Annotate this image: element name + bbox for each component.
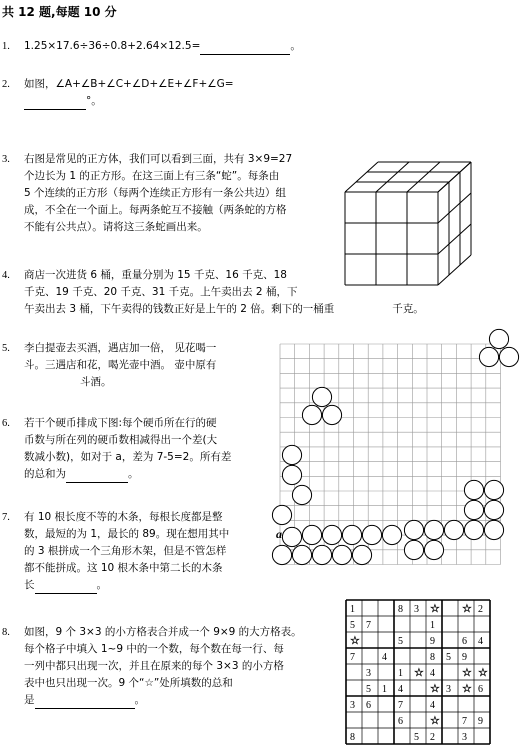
sudoku-star-cell: ☆ [478,667,488,679]
coin [489,329,508,348]
coin [292,485,311,504]
sudoku-given-cell: 6 [366,700,371,711]
q8-text: 如图，9 个 3×3 的小方格表合并成一个 9×9 的大方格表。 每个格子中填入 1~9 中的一个数，每个数在每一行、每 一列中都只出现一次，并且在原来的每个 3×3 的小方格 表中也只出现一次。9 个“☆”处所填数的总和 是 。 [24,624,344,709]
q1-text: 1.25×17.6÷36÷0.8+2.64×12.5= 。 [24,38,301,55]
coin [272,545,291,564]
sudoku-given-cell: 9 [478,716,483,727]
coin [479,347,498,366]
sudoku-star-cell: ☆ [462,683,472,695]
cube-line [376,162,409,192]
cube-figure [343,130,523,288]
sudoku-given-cell: 4 [430,700,435,711]
q3-number: 3. [2,154,10,165]
sudoku-given-cell: 4 [430,668,435,679]
cube-line [407,162,440,192]
sudoku-given-cell: 6 [478,684,483,695]
q2-number: 2. [2,79,10,90]
sudoku-given-cell: 3 [414,604,419,615]
q1-number: 1. [2,41,10,52]
coin [322,525,341,544]
sudoku-given-cell: 5 [398,636,403,647]
sudoku-given-cell: 8 [430,652,435,663]
q8-number: 8. [2,627,10,638]
sudoku-given-cell: 5 [446,652,451,663]
page-heading: 共 12 题,每题 10 分 [2,5,117,19]
sudoku-given-cell: 1 [350,604,355,615]
q8-answer-blank[interactable] [35,696,135,709]
sudoku-given-cell: 8 [350,732,355,743]
coin [302,405,321,424]
sudoku-given-cell: 8 [398,604,403,615]
coin [312,387,331,406]
cube-line [438,162,471,192]
coin [302,525,321,544]
sudoku-given-cell: 5 [414,732,419,743]
sudoku-given-cell: 7 [462,716,467,727]
sudoku-figure [344,598,494,746]
coin [292,545,311,564]
sudoku-star-cell: ☆ [462,603,472,615]
sudoku-given-cell: 9 [462,652,467,663]
sudoku-star-cell: ☆ [430,603,440,615]
coin [424,520,443,539]
q5-number: 5. [2,343,10,354]
sudoku-given-cell: 6 [398,716,403,727]
coin [424,540,443,559]
sudoku-given-cell: 3 [462,732,467,743]
q2-answer-blank[interactable] [24,97,86,110]
sudoku-given-cell: 9 [430,636,435,647]
coin [322,405,341,424]
q6-text: 若干个硬币排成下图:每个硬币所在行的硬 币数与所在列的硬币数相减得出一个差(大 数减小数)，如对于 a，差为 7-5=2。所有差 的总和为 。 [24,415,274,483]
coin [352,545,371,564]
sudoku-given-cell: 5 [366,684,371,695]
sudoku-given-cell: 4 [398,684,403,695]
sudoku-given-cell: 3 [350,700,355,711]
coin [282,527,301,546]
coin [404,540,423,559]
sudoku-star-cell: ☆ [462,667,472,679]
sudoku-given-cell: 5 [350,620,355,631]
q4-number: 4. [2,270,10,281]
coin [484,500,503,519]
coin [404,520,423,539]
q5-text: 李白提壶去买酒，遇店加一倍， 见花喝一 斗。三遇店和花，喝光壶中酒。 壶中原有 斗酒。 [24,342,217,388]
q7-number: 7. [2,512,10,523]
sudoku-given-cell: 7 [366,620,371,631]
coin [342,525,361,544]
coin [499,347,518,366]
q6-number: 6. [2,418,10,429]
coin [484,480,503,499]
sudoku-given-cell: 3 [446,684,451,695]
q7-text: 有 10 根长度不等的木条，每根长度都是整 数，最短的为 1，最长的 89。现在想用其中 的 3 根拼成一个三角形木架，但是不管怎样 都不能拼成。这 10 根木条中第二长的木条 长 。 [24,509,274,594]
q1-answer-blank[interactable] [200,42,290,55]
coin [484,520,503,539]
cube-line [438,224,471,254]
coin [272,505,291,524]
coin [444,520,463,539]
cube-line [438,193,471,223]
sudoku-star-cell: ☆ [430,683,440,695]
sudoku-given-cell: 4 [478,636,483,647]
q6-answer-blank[interactable] [66,470,128,483]
q7-answer-blank[interactable] [35,581,97,594]
sudoku-star-cell: ☆ [350,635,360,647]
sudoku-given-cell: 6 [462,636,467,647]
coin [464,480,483,499]
q3-text: 右图是常见的正方体，我们可以看到三面，共有 3×9=27 个边长为 1 的正方形。在这三面上有三条“蛇”。每条由 5 个连续的正方形（每两个连续正方形有一条公共边）组 成，不全在一个面上。每两条蛇互不接触（两条蛇的方格 不能有公共点）。请将这三条蛇画出来。 [24,153,293,233]
coin [362,525,381,544]
coin [332,545,351,564]
coin-grid-figure [262,322,524,584]
sudoku-star-cell: ☆ [414,667,424,679]
coin-label-a: a [276,527,282,541]
sudoku-given-cell: 1 [398,668,403,679]
coin [282,445,301,464]
q2-text: 如图，∠A+∠B+∠C+∠D+∠E+∠F+∠G= °。 [24,76,324,110]
cube-line [345,162,378,192]
sudoku-given-cell: 3 [366,668,371,679]
sudoku-given-cell: 1 [430,620,435,631]
sudoku-given-cell: 2 [478,604,483,615]
q4-text: 商店一次进货 6 桶，重量分别为 15 千克、16 千克、18 千克、19 千克、20 千克、31 千克。上午卖出去 2 桶，下 午卖出去 3 桶，下午卖得的钱数正好是上午的 2 倍。剩下的一桶重 千克。 [24,269,424,315]
sudoku-given-cell: 7 [350,652,355,663]
sudoku-given-cell: 2 [430,732,435,743]
coin [464,520,483,539]
coin [464,500,483,519]
sudoku-given-cell: 7 [398,700,403,711]
sudoku-star-cell: ☆ [430,715,440,727]
coin [382,525,401,544]
sudoku-given-cell: 1 [382,684,387,695]
sudoku-given-cell: 4 [382,652,387,663]
coin [282,465,301,484]
coin [312,545,331,564]
